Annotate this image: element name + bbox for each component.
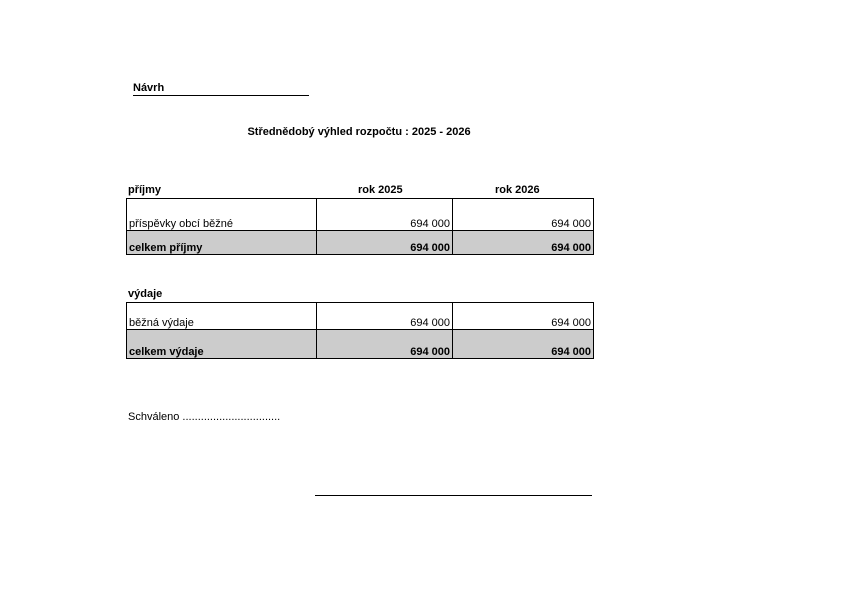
expenses-row-2025: 694 000 (317, 303, 453, 330)
column-header-2026: rok 2026 (495, 184, 540, 196)
expenses-table (126, 302, 594, 359)
income-total-row (127, 231, 594, 255)
expenses-row-label: běžná výdaje (127, 303, 317, 330)
table-row (127, 199, 594, 231)
income-total-label: celkem příjmy (127, 231, 317, 255)
expenses-total-row (127, 330, 594, 359)
expenses-row-2026: 694 000 (453, 303, 594, 330)
income-table (126, 198, 594, 255)
table-row (127, 303, 594, 330)
expenses-total-2025: 694 000 (317, 330, 453, 359)
expenses-total-2026: 694 000 (453, 330, 594, 359)
income-total-2026: 694 000 (453, 231, 594, 255)
signature-line (315, 495, 592, 496)
expenses-section-label: výdaje (128, 288, 163, 300)
draft-label: Návrh (133, 82, 309, 96)
approved-label: Schváleno ................................ (128, 411, 281, 423)
expenses-total-label: celkem výdaje (127, 330, 317, 359)
column-header-2025: rok 2025 (358, 184, 403, 196)
income-row-label: příspěvky obcí běžné (127, 199, 317, 231)
income-total-2025: 694 000 (317, 231, 453, 255)
income-section-label: příjmy (128, 184, 162, 196)
income-row-2025: 694 000 (317, 199, 453, 231)
page-title: Střednědobý výhled rozpočtu : 2025 - 2026 (247, 126, 471, 138)
income-row-2026: 694 000 (453, 199, 594, 231)
